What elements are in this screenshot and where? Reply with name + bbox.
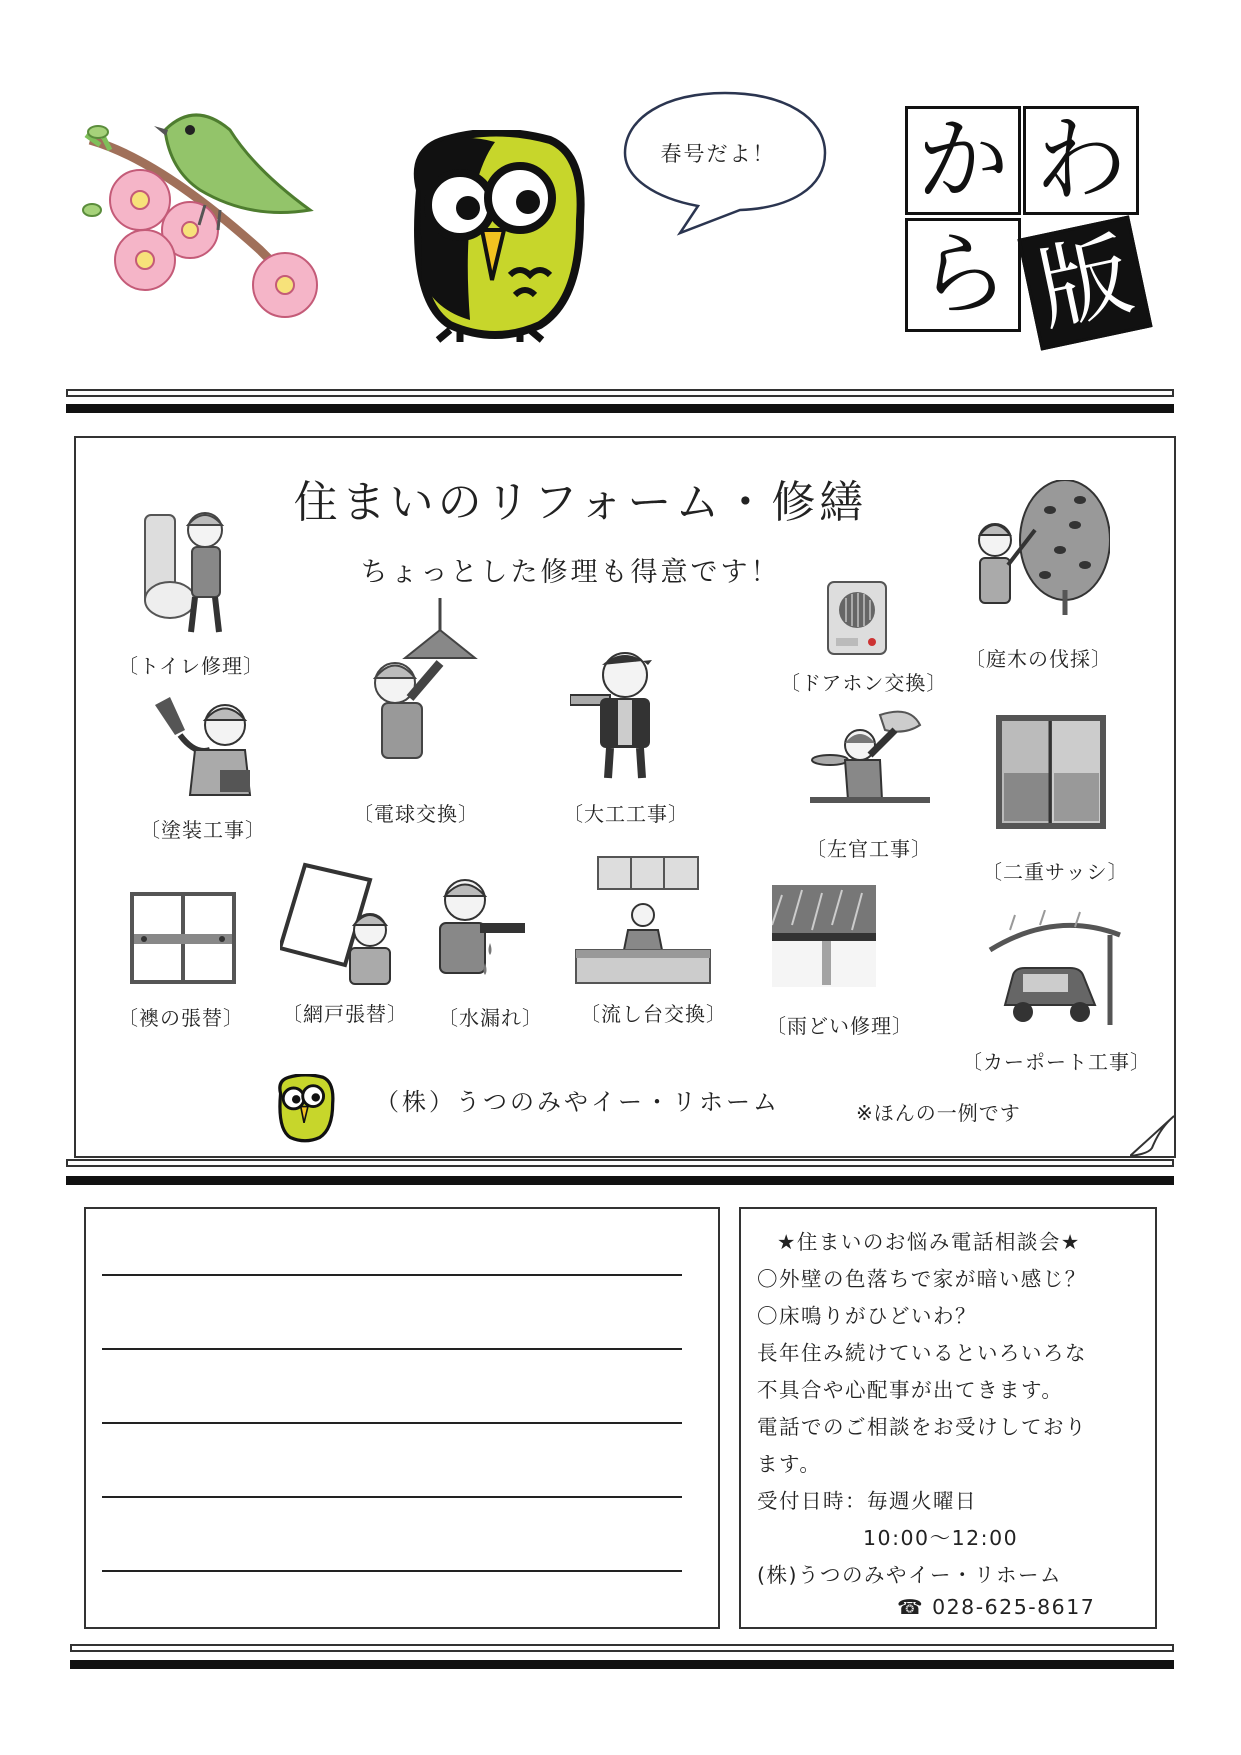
- service-label-plastering: 〔左官工事〕: [806, 837, 932, 861]
- consult-body-2: 不具合や心配事が出てきます。: [757, 1378, 1064, 1402]
- service-label-carport: 〔カーポート工事〕: [962, 1050, 1151, 1074]
- divider-thick: [70, 1660, 1174, 1669]
- service-label-double-window: 〔二重サッシ〕: [982, 860, 1129, 884]
- panel-title: 住まいのリフォーム・修繕: [293, 477, 868, 528]
- phone-icon: ☎: [897, 1595, 925, 1619]
- service-label-fusuma: 〔襖の張替〕: [118, 1006, 244, 1030]
- service-label-painting: 〔塗装工事〕: [140, 818, 266, 842]
- owl-mascot-icon: [400, 130, 590, 345]
- plastering-icon: [810, 705, 930, 815]
- carport-icon: [985, 910, 1125, 1030]
- consult-hours-time: 10:00～12:00: [863, 1526, 1019, 1550]
- memo-line: [102, 1496, 682, 1498]
- memo-box: [84, 1207, 720, 1629]
- service-label-toilet: 〔トイレ修理〕: [118, 654, 264, 678]
- carpenter-icon: [570, 640, 670, 780]
- double-window-icon: [994, 713, 1108, 831]
- painting-icon: [150, 695, 260, 800]
- panel-note: ※ほんの一例です: [856, 1101, 1021, 1125]
- doorphone-icon: [826, 580, 888, 656]
- consult-body-4: ます。: [757, 1452, 822, 1476]
- title-char-wa: わ: [1023, 106, 1139, 215]
- fusuma-icon: [130, 892, 236, 984]
- service-label-bulb: 〔電球交換〕: [353, 802, 479, 826]
- consult-title: ★住まいのお悩み電話相談会★: [777, 1230, 1081, 1254]
- divider-thick: [66, 404, 1174, 413]
- water-leak-icon: [430, 868, 530, 986]
- divider-thin: [66, 1159, 1174, 1167]
- bulb-change-icon: [360, 598, 480, 768]
- title-char-han: 版: [1017, 215, 1152, 350]
- service-label-rain-gutter: 〔雨どい修理〕: [766, 1014, 913, 1038]
- service-label-carpenter: 〔大工工事〕: [563, 802, 689, 826]
- consult-hours-label: 受付日時：毎週火曜日: [757, 1489, 977, 1513]
- kitchen-sink-icon: [568, 855, 718, 985]
- service-label-doorphone: 〔ドアホン交換〕: [780, 671, 948, 695]
- consult-question-1: 〇外壁の色落ちで家が暗い感じ？: [757, 1267, 1087, 1291]
- owl-mascot-small-icon: [272, 1074, 338, 1144]
- screen-door-icon: [280, 860, 395, 985]
- service-label-screen-door: 〔網戸張替〕: [282, 1002, 408, 1026]
- service-label-water-leak: 〔水漏れ〕: [438, 1006, 543, 1030]
- consult-box: [739, 1207, 1157, 1629]
- tree-cutting-icon: [970, 480, 1110, 615]
- divider-thin: [70, 1644, 1174, 1652]
- toilet-repair-icon: [140, 505, 240, 635]
- title-char-ka: か: [905, 106, 1021, 215]
- consult-question-2: 〇床鳴りがひどいわ？: [757, 1304, 977, 1328]
- title-char-ra: ら: [905, 218, 1021, 332]
- divider-thick: [66, 1176, 1174, 1185]
- memo-line: [102, 1274, 682, 1276]
- speech-bubble-text: 春号だよ！: [660, 142, 776, 166]
- rain-gutter-icon: [772, 885, 876, 987]
- memo-line: [102, 1422, 682, 1424]
- page-curl-icon: [1130, 1108, 1178, 1158]
- memo-line: [102, 1570, 682, 1572]
- memo-line: [102, 1348, 682, 1350]
- service-label-tree: 〔庭木の伐採〕: [965, 647, 1112, 671]
- consult-body-3: 電話でのご相談をお受けしており: [757, 1415, 1087, 1439]
- consult-body-1: 長年住み続けているといろいろな: [757, 1341, 1087, 1365]
- service-label-kitchen-sink: 〔流し台交換〕: [580, 1002, 727, 1026]
- consult-company: (株)うつのみやイー・リホーム: [757, 1563, 1062, 1587]
- bird-on-blossom-icon: [80, 100, 340, 330]
- panel-subtitle: ちょっとした修理も得意です！: [360, 557, 781, 588]
- consult-phone: 028-625-8617: [932, 1595, 1096, 1619]
- panel-company-name: （株）うつのみやイー・リホーム: [375, 1088, 780, 1116]
- divider-thin: [66, 389, 1174, 397]
